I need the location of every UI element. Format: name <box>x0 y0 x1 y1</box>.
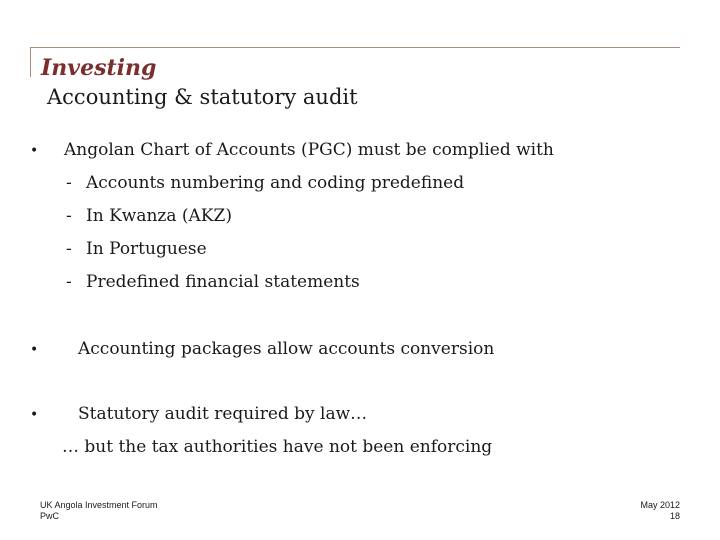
bullet-1-text: Angolan Chart of Accounts (PGC) must be complied with <box>64 140 554 160</box>
footer-event: UK Angola Investment Forum <box>40 500 158 510</box>
sub-item-1: Accounts numbering and coding predefined <box>86 173 465 193</box>
bullet-marker: • <box>30 407 39 423</box>
sub-item-3: In Portuguese <box>86 239 207 259</box>
footer-date: May 2012 <box>640 500 680 510</box>
header-rule-vertical <box>30 47 31 77</box>
slide-subtitle: Accounting & statutory audit <box>47 85 358 109</box>
sub-item-4: Predefined financial statements <box>86 272 360 292</box>
footer-left <box>40 500 158 522</box>
dash-marker: - <box>66 206 72 226</box>
bullet-3-text: Statutory audit required by law… <box>78 404 368 424</box>
continuation-text: … but the tax authorities have not been enforcing <box>62 437 493 457</box>
sub-item-2: In Kwanza (AKZ) <box>86 206 232 226</box>
page-number: 18 <box>669 511 680 521</box>
bullet-marker: • <box>30 143 39 159</box>
slide-title: Investing <box>41 55 157 81</box>
footer-company: PwC <box>40 511 60 521</box>
dash-marker: - <box>66 239 72 259</box>
bullet-2-text: Accounting packages allow accounts conversion <box>78 339 495 359</box>
header-rule <box>30 47 680 48</box>
dash-marker: - <box>66 173 72 193</box>
dash-marker: - <box>66 272 72 292</box>
footer-right <box>640 500 680 522</box>
bullet-marker: • <box>30 342 39 358</box>
